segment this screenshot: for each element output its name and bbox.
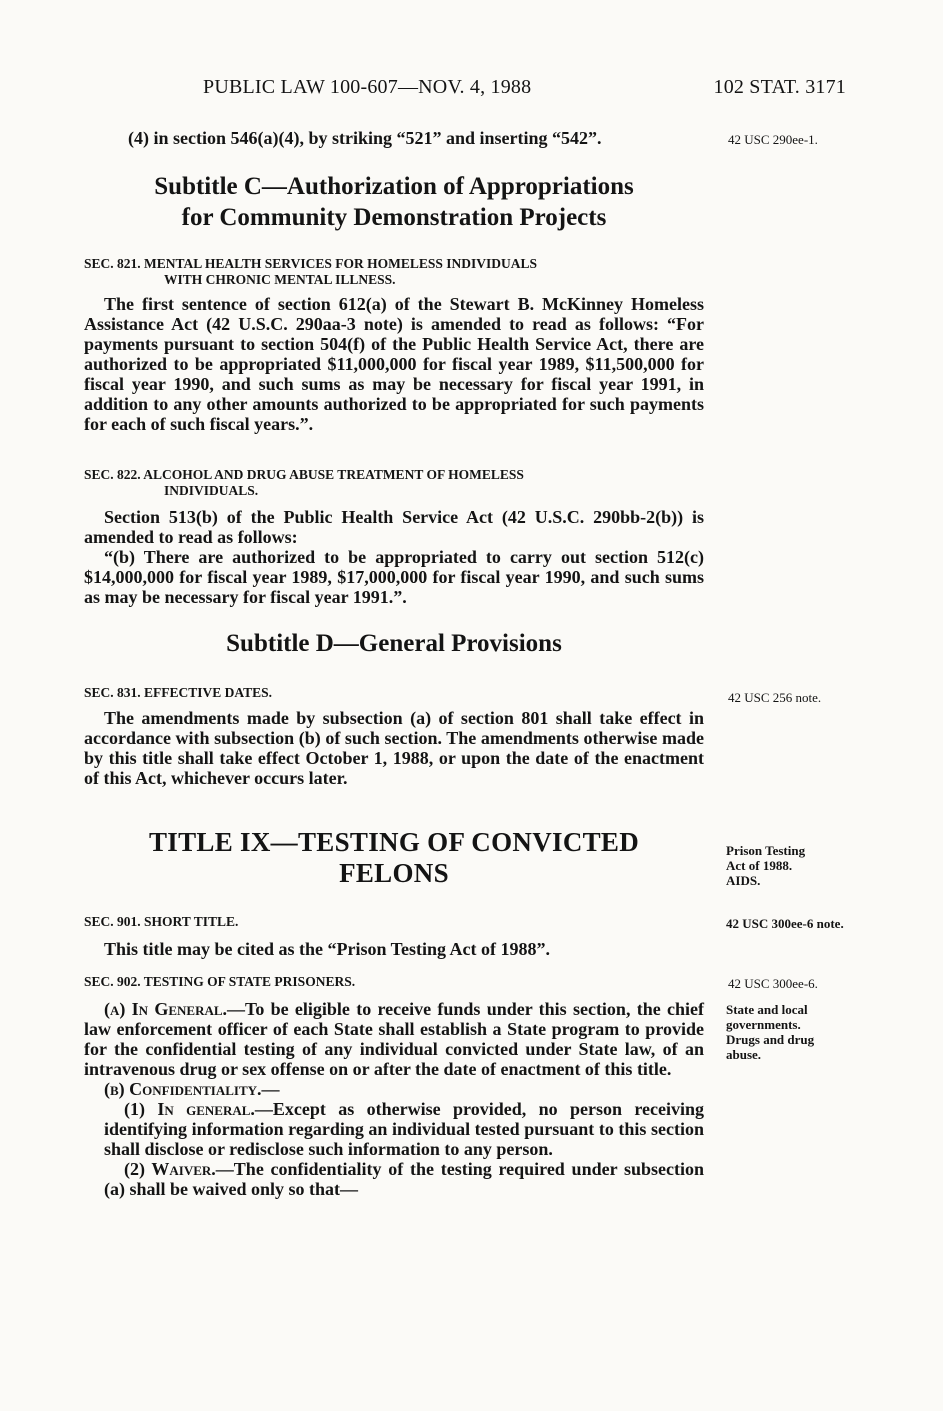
section-902 bbox=[84, 974, 704, 1199]
sec-902-margin2-line3: Drugs and drug bbox=[726, 1032, 815, 1047]
sec-831-text: The amendments made by subsection (a) of section 801 shall take effect in accordance with subsection (b) of such section. The amendments otherwise made by this title shall take effect October 1, 1988, or upon the date of the enactment of this Act, whichever occurs later. bbox=[84, 708, 704, 788]
sec-902-subsection-a bbox=[84, 999, 704, 1079]
sec-902-paragraph-b2 bbox=[64, 1159, 704, 1199]
subtitle-c bbox=[84, 171, 704, 233]
title-ix-line2: FELONS bbox=[339, 858, 449, 888]
sec-902-b2-text: —The confidentiality of the testing required under subsection (a) shall be waived only so that— bbox=[104, 1159, 704, 1199]
title-ix-margin-note bbox=[726, 843, 858, 888]
sec-902-a-label: (a) In General. bbox=[104, 999, 228, 1019]
title-ix-margin-line2: Act of 1988. bbox=[726, 858, 793, 873]
sec-902-margin2-line2: governments. bbox=[726, 1017, 801, 1032]
top-item bbox=[84, 128, 704, 148]
top-item-text: (4) in section 546(a)(4), by striking “521” and inserting “542”. bbox=[128, 128, 602, 148]
sec-901-text: This title may be cited as the “Prison Testing Act of 1988”. bbox=[104, 939, 550, 959]
sec-901-heading: SEC. 901. SHORT TITLE. bbox=[84, 914, 239, 929]
subtitle-d bbox=[84, 628, 704, 659]
sec-822-heading-cont: INDIVIDUALS. bbox=[164, 483, 259, 498]
title-ix-margin-line1: Prison Testing bbox=[726, 843, 806, 858]
sec-902-margin-note-2 bbox=[726, 1002, 858, 1062]
section-821 bbox=[84, 256, 704, 434]
sec-902-paragraph-b1 bbox=[64, 1099, 704, 1159]
sec-822-text-2: “(b) There are authorized to be appropriated to carry out section 512(c) $14,000,000 for fiscal year 1989, $17,000,000 for fiscal year 1990, and such sums as may be necessary for fiscal year 1991.”. bbox=[84, 547, 704, 607]
sec-902-b2-label: (2) Waiver. bbox=[124, 1159, 216, 1179]
public-law-citation: PUBLIC LAW 100-607—NOV. 4, 1988 bbox=[203, 76, 532, 98]
sec-902-margin2-line4: abuse. bbox=[726, 1047, 762, 1062]
sec-831-margin-note: 42 USC 256 note. bbox=[728, 690, 822, 705]
title-ix bbox=[84, 827, 704, 889]
subtitle-c-line2: for Community Demonstration Projects bbox=[181, 204, 607, 231]
sec-902-b1-label: (1) In general. bbox=[124, 1099, 255, 1119]
sec-902-b1-text: —Except as otherwise provided, no person receiving identifying information regarding an individual tested pursuant to this section shall disclose or redisclose such information to any person. bbox=[104, 1099, 704, 1159]
subtitle-c-line1: Subtitle C—Authorization of Appropriations bbox=[154, 173, 634, 200]
sec-902-margin2-line1: State and local bbox=[726, 1002, 808, 1017]
section-901 bbox=[84, 914, 704, 959]
sec-821-text: The first sentence of section 612(a) of the Stewart B. McKinney Homeless Assistance Act (42 U.S.C. 290aa-3 note) is amended to read as follows: “For payments pursuant to section 504(f) of the Public Health Service Act, there are authorized to be appropriated $11,000,000 for fiscal year 1989, $11,500,000 for fiscal year 1990, and such sums as may be necessary for fiscal year 1991, in addition to any other amounts authorized to be appropriated for such payments for each of such fiscal years.”. bbox=[84, 294, 704, 434]
sec-902-subsection-b bbox=[84, 1079, 704, 1099]
sec-902-b-label: (b) Confidentiality. bbox=[104, 1079, 262, 1099]
sec-831-heading: SEC. 831. EFFECTIVE DATES. bbox=[84, 685, 273, 700]
sec-822-heading bbox=[84, 467, 704, 499]
sec-902-margin-note: 42 USC 300ee-6. bbox=[728, 976, 818, 991]
sec-902-a-text: —To be eligible to receive funds under this section, the chief law enforcement officer of each State shall establish a State program to provide for the confidential testing of any individual convicted under State law, of an intravenous drug or sex offense on or after the date of enactment of this title. bbox=[84, 999, 704, 1079]
statute-page-number: 102 STAT. 3171 bbox=[713, 76, 846, 98]
sec-822-text-1: Section 513(b) of the Public Health Service Act (42 U.S.C. 290bb-2(b)) is amended to read as follows: bbox=[84, 507, 704, 547]
sec-821-heading-text: SEC. 821. MENTAL HEALTH SERVICES FOR HOMELESS INDIVIDUALS bbox=[84, 256, 538, 271]
sec-901-margin-note: 42 USC 300ee-6 note. bbox=[726, 916, 844, 931]
sec-902-heading: SEC. 902. TESTING OF STATE PRISONERS. bbox=[84, 974, 356, 989]
sec-821-heading-cont: WITH CHRONIC MENTAL ILLNESS. bbox=[164, 272, 396, 287]
section-831 bbox=[84, 685, 704, 788]
sec-902-b-text: — bbox=[261, 1079, 280, 1099]
title-ix-margin-line3: AIDS. bbox=[726, 873, 761, 888]
subtitle-d-title: Subtitle D—General Provisions bbox=[226, 630, 562, 657]
section-822 bbox=[84, 467, 704, 607]
sec-822-heading-text: SEC. 822. ALCOHOL AND DRUG ABUSE TREATMENT OF HOMELESS bbox=[84, 467, 524, 482]
title-ix-line1: TITLE IX—TESTING OF CONVICTED bbox=[148, 827, 640, 857]
sec-821-heading bbox=[84, 256, 704, 288]
top-item-margin-note: 42 USC 290ee-1. bbox=[728, 132, 818, 147]
